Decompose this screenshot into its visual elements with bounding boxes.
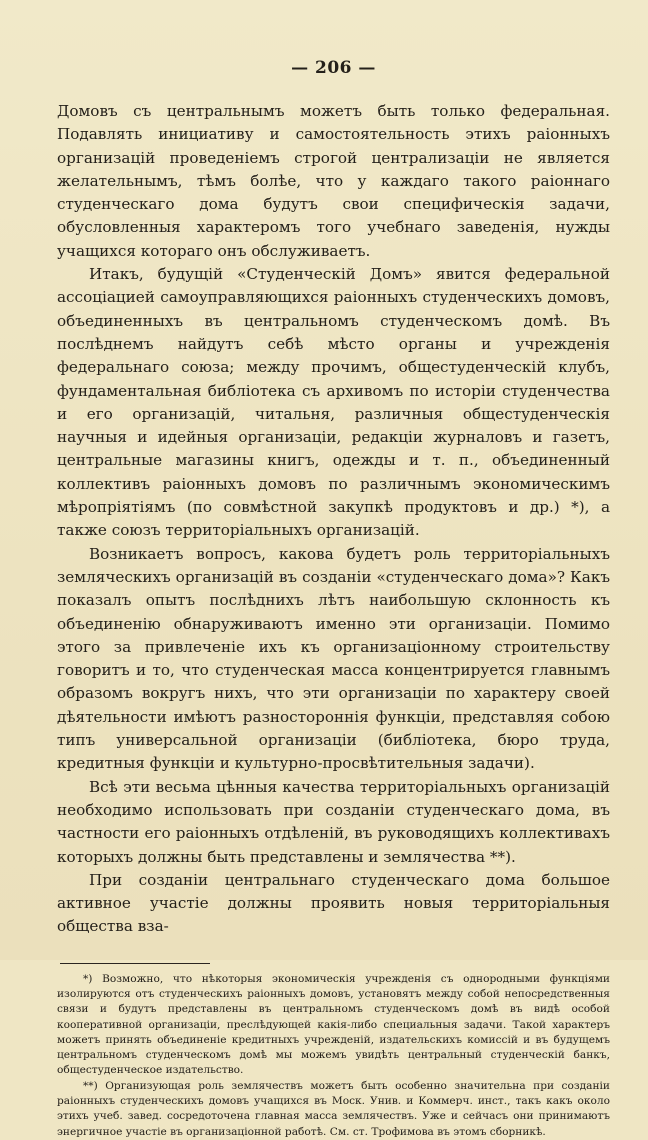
page-number: — 206 — [291,58,376,78]
paragraph: Всѣ эти весьма цѣнныя качества территоріальныхъ организацій необходимо использовать при созданіи студенческаго дома, въ частности его раіонныхъ отдѣленій, въ руководящихъ коллективахъ которыхъ должны быть представлены и землячества **). [57,777,610,866]
footnote-divider [60,963,210,964]
footnote: *) Возможно, что нѣкоторыя экономическія учрежденія съ однородными функціями изолируются отъ студенческихъ раіонныхъ домовъ, установятъ между собой непосредственныя связи и будутъ представлены въ центральномъ студенческомъ домѣ въ видѣ особой кооперативной организаціи, преслѣдующей какія-либо специальныя задачи. Такой характеръ можетъ принять объединеніе кредитныхъ учрежденій, издательскихъ комиссій и въ будущемъ центральномъ студенческомъ домѣ мы можемъ увидѣть центральный студенческій банкъ, общестуденческое издательство. [57,972,610,1077]
main-text [57,100,610,939]
paragraph: Домовъ съ центральнымъ можетъ быть только федеральная. Подавлять инициативу и самостоятельность этихъ раіонныхъ организацій проведеніемъ строгой централизаціи не является желательнымъ, тѣмъ болѣе, что у каждаго такого раіоннаго студенческаго дома будутъ свои специфическія задачи, обусловленныя характеромъ того учебнаго заведенія, нужды учащихся котораго онъ обслуживаетъ. [57,102,610,260]
paragraph: Возникаетъ вопросъ, какова будетъ роль территоріальныхъ земляческихъ организацій въ созданіи «студенческаго дома»? Какъ показалъ опытъ послѣднихъ лѣтъ наибольшую склонность къ объединенію обнаруживаютъ именно эти организаціи. Помимо этого за привлеченіе ихъ къ организаціонному строительству говоритъ и то, что студенческая масса концентрируется главнымъ образомъ вокругъ нихъ, что эти организаціи по характеру своей дѣятельности имѣютъ разностороннія функціи, представляя собою типъ универсальной организаціи (библіотека, бюро труда, кредитныя функціи и культурно-просвѣтительныя задачи). [57,544,610,773]
footnote: **) Организующая роль землячествъ можетъ быть особенно значительна при созданіи раіонныхъ студенческихъ домовъ учащихся въ Моск. Унив. и Коммерч. инст., такъ какъ около этихъ учеб. завед. сосредоточена главная масса землячествъ. Уже и сейчасъ они принимаютъ энергичное участіе въ организаціонной работѣ. См. ст. Трофимова въ этомъ сборникѣ. [57,1079,610,1138]
paragraph: При созданіи центральнаго студенческаго дома большое активное участіе должны проявить новыя территоріальныя общества вза- [57,870,610,936]
paragraph: Итакъ, будущій «Студенческій Домъ» явится федеральной ассоціацией самоуправляющихся раіонныхъ студенческихъ домовъ, объединенныхъ въ центральномъ студенческомъ домѣ. Въ послѣднемъ найдутъ себѣ мѣсто органы и учрежденія федеральнаго союза; между прочимъ, общестуденческій клубъ, фундаментальная библіотека съ архивомъ по исторіи студенчества и его организацій, читальня, различныя общестуденческія научныя и идейныя организаціи, редакціи журналовъ и газетъ, центральные магазины книгъ, одежды и т. п., объединенный коллективъ раіонныхъ домовъ по различнымъ экономическимъ мѣропріятіямъ (по совмѣстной закупкѣ продуктовъ и др.) *), а также союзъ территоріальныхъ организацій. [57,265,610,540]
footnotes [57,972,610,1140]
